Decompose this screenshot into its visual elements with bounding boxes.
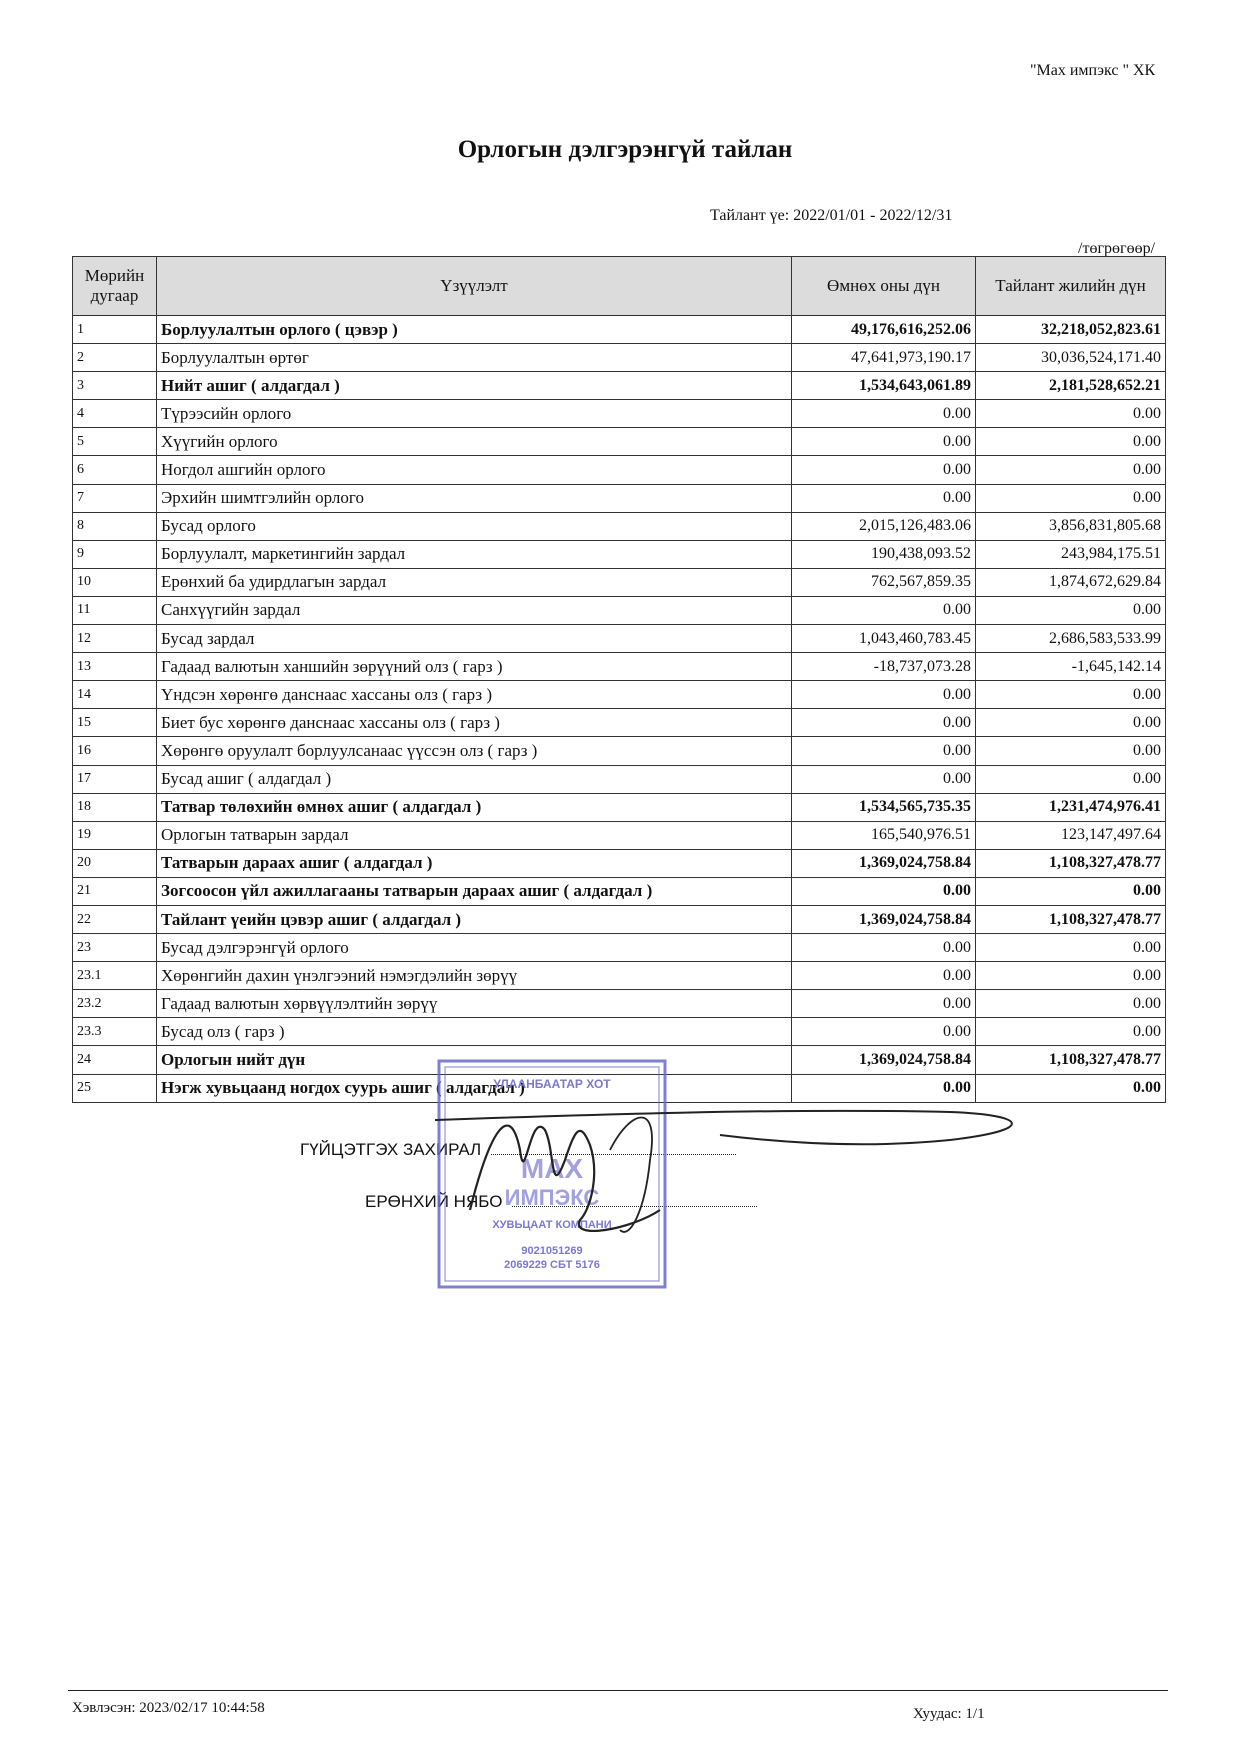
row-number: 20: [73, 849, 157, 877]
table-row: [73, 316, 1166, 344]
row-previous-year-value: 1,369,024,758.84: [792, 849, 976, 877]
row-current-year-value: 32,218,052,823.61: [976, 316, 1166, 344]
row-current-year-value: 30,036,524,171.40: [976, 344, 1166, 372]
row-number: 13: [73, 653, 157, 681]
row-current-year-value: -1,645,142.14: [976, 653, 1166, 681]
row-number: 23.3: [73, 1018, 157, 1046]
row-indicator: Үндсэн хөрөнгө данснаас хассаны олз ( гарз ): [157, 681, 792, 709]
row-previous-year-value: 49,176,616,252.06: [792, 316, 976, 344]
row-number: 21: [73, 877, 157, 905]
table-row: [73, 877, 1166, 905]
row-previous-year-value: 165,540,976.51: [792, 821, 976, 849]
row-indicator: Бусад олз ( гарз ): [157, 1018, 792, 1046]
row-indicator: Борлуулалтын өртөг: [157, 344, 792, 372]
row-previous-year-value: 1,534,565,735.35: [792, 793, 976, 821]
table-row: [73, 1018, 1166, 1046]
table-row: [73, 344, 1166, 372]
row-indicator: Эрхийн шимтгэлийн орлого: [157, 484, 792, 512]
table-row: [73, 512, 1166, 540]
row-indicator: Бусад зардал: [157, 625, 792, 653]
stamp-company-type: ХУВЬЦААТ КОМПАНИ: [492, 1219, 612, 1231]
row-current-year-value: 0.00: [976, 877, 1166, 905]
accountant-label: ЕРӨНХИЙ НЯБО: [365, 1192, 503, 1211]
table-row: [73, 737, 1166, 765]
column-header-number: Мөрийн дугаар: [73, 257, 157, 316]
table-row: [73, 962, 1166, 990]
row-indicator: Орлогын татварын зардал: [157, 821, 792, 849]
printed-timestamp: Хэвлэсэн: 2023/02/17 10:44:58: [72, 1700, 265, 1716]
row-previous-year-value: 1,043,460,783.45: [792, 625, 976, 653]
table-row: [73, 934, 1166, 962]
table-row: [73, 428, 1166, 456]
row-previous-year-value: 0.00: [792, 709, 976, 737]
row-current-year-value: 0.00: [976, 400, 1166, 428]
row-current-year-value: 0.00: [976, 596, 1166, 624]
row-number: 4: [73, 400, 157, 428]
row-number: 24: [73, 1046, 157, 1074]
row-current-year-value: 3,856,831,805.68: [976, 512, 1166, 540]
table-row: [73, 625, 1166, 653]
row-indicator: Орлогын нийт дүн: [157, 1046, 792, 1074]
row-number: 23.1: [73, 962, 157, 990]
row-current-year-value: 1,108,327,478.77: [976, 849, 1166, 877]
page-title: Орлогын дэлгэрэнгүй тайлан: [457, 136, 793, 163]
page-count: Хуудас: 1/1: [913, 1706, 985, 1722]
row-current-year-value: 0.00: [976, 990, 1166, 1018]
row-number: 15: [73, 709, 157, 737]
row-indicator: Борлуулалт, маркетингийн зардал: [157, 540, 792, 568]
row-indicator: Зогсоосон үйл ажиллагааны татварын дараах ашиг ( алдагдал ): [157, 877, 792, 905]
row-indicator: Биет бус хөрөнгө данснаас хассаны олз ( гарз ): [157, 709, 792, 737]
row-current-year-value: 0.00: [976, 484, 1166, 512]
table-row: [73, 849, 1166, 877]
row-previous-year-value: 0.00: [792, 934, 976, 962]
table-row: [73, 400, 1166, 428]
row-indicator: Бусад дэлгэрэнгүй орлого: [157, 934, 792, 962]
row-number: 22: [73, 905, 157, 933]
row-indicator: Борлуулалтын орлого ( цэвэр ): [157, 316, 792, 344]
footer-divider: [68, 1690, 1168, 1691]
row-current-year-value: 0.00: [976, 428, 1166, 456]
row-previous-year-value: 0.00: [792, 400, 976, 428]
table-row: [73, 540, 1166, 568]
row-number: 3: [73, 372, 157, 400]
row-previous-year-value: -18,737,073.28: [792, 653, 976, 681]
row-previous-year-value: 47,641,973,190.17: [792, 344, 976, 372]
director-label: ГҮЙЦЭТГЭХ ЗАХИРАЛ: [300, 1140, 482, 1159]
table-row: [73, 484, 1166, 512]
table-row: [73, 568, 1166, 596]
row-previous-year-value: 0.00: [792, 681, 976, 709]
row-previous-year-value: 190,438,093.52: [792, 540, 976, 568]
row-current-year-value: 243,984,175.51: [976, 540, 1166, 568]
row-previous-year-value: 0.00: [792, 990, 976, 1018]
row-previous-year-value: 1,369,024,758.84: [792, 905, 976, 933]
row-indicator: Нийт ашиг ( алдагдал ): [157, 372, 792, 400]
table-row: [73, 990, 1166, 1018]
row-indicator: Татварын дараах ашиг ( алдагдал ): [157, 849, 792, 877]
row-indicator: Ерөнхий ба удирдлагын зардал: [157, 568, 792, 596]
row-indicator: Гадаад валютын ханшийн зөрүүний олз ( гарз ): [157, 653, 792, 681]
row-current-year-value: 2,686,583,533.99: [976, 625, 1166, 653]
row-number: 6: [73, 456, 157, 484]
row-number: 9: [73, 540, 157, 568]
row-indicator: Санхүүгийн зардал: [157, 596, 792, 624]
row-current-year-value: 0.00: [976, 1074, 1166, 1102]
table-row: [73, 653, 1166, 681]
row-indicator: Хөрөнгийн дахин үнэлгээний нэмэгдэлийн зөрүү: [157, 962, 792, 990]
company-name: "Мах импэкс " ХК: [1030, 62, 1156, 79]
row-number: 23.2: [73, 990, 157, 1018]
table-row: [73, 821, 1166, 849]
row-number: 1: [73, 316, 157, 344]
row-current-year-value: 0.00: [976, 681, 1166, 709]
row-current-year-value: 123,147,497.64: [976, 821, 1166, 849]
row-current-year-value: 0.00: [976, 765, 1166, 793]
row-indicator: Түрээсийн орлого: [157, 400, 792, 428]
row-number: 18: [73, 793, 157, 821]
row-number: 23: [73, 934, 157, 962]
row-indicator: Татвар төлөхийн өмнөх ашиг ( алдагдал ): [157, 793, 792, 821]
row-previous-year-value: 2,015,126,483.06: [792, 512, 976, 540]
table-row: [73, 765, 1166, 793]
stamp-city: УЛААНБААТАР ХОТ: [493, 1077, 611, 1091]
row-indicator: Нэгж хувьцаанд ногдох суурь ашиг ( алдагдал ): [157, 1074, 792, 1102]
row-previous-year-value: 0.00: [792, 765, 976, 793]
row-current-year-value: 0.00: [976, 1018, 1166, 1046]
row-previous-year-value: 0.00: [792, 456, 976, 484]
table-row: [73, 793, 1166, 821]
table-row: [73, 456, 1166, 484]
row-number: 25: [73, 1074, 157, 1102]
row-previous-year-value: 0.00: [792, 428, 976, 456]
row-previous-year-value: 0.00: [792, 962, 976, 990]
row-current-year-value: 0.00: [976, 709, 1166, 737]
row-previous-year-value: 1,369,024,758.84: [792, 1046, 976, 1074]
stamp-reg-1: 9021051269: [521, 1245, 583, 1257]
row-current-year-value: 0.00: [976, 934, 1166, 962]
row-current-year-value: 1,108,327,478.77: [976, 905, 1166, 933]
income-statement-table: [72, 256, 1166, 1103]
row-previous-year-value: 0.00: [792, 737, 976, 765]
row-previous-year-value: 0.00: [792, 596, 976, 624]
stamp-name-1: МАХ: [520, 1153, 584, 1184]
handwritten-signature: [430, 1090, 1050, 1250]
row-current-year-value: 2,181,528,652.21: [976, 372, 1166, 400]
table-header-row: [73, 257, 1166, 316]
table-row: [73, 372, 1166, 400]
row-number: 7: [73, 484, 157, 512]
table-row: [73, 905, 1166, 933]
row-indicator: Бусад ашиг ( алдагдал ): [157, 765, 792, 793]
row-number: 12: [73, 625, 157, 653]
column-header-previous-year: Өмнөх оны дүн: [792, 257, 976, 316]
row-number: 2: [73, 344, 157, 372]
row-indicator: Хүүгийн орлого: [157, 428, 792, 456]
row-current-year-value: 1,231,474,976.41: [976, 793, 1166, 821]
row-number: 17: [73, 765, 157, 793]
row-indicator: Бусад орлого: [157, 512, 792, 540]
row-current-year-value: 0.00: [976, 737, 1166, 765]
stamp-reg-2: 2069229 СБТ 5176: [504, 1259, 600, 1271]
row-previous-year-value: 762,567,859.35: [792, 568, 976, 596]
row-number: 8: [73, 512, 157, 540]
row-current-year-value: 0.00: [976, 456, 1166, 484]
row-indicator: Гадаад валютын хөрвүүлэлтийн зөрүү: [157, 990, 792, 1018]
currency-unit: /төгрөгөөр/: [1078, 240, 1156, 257]
row-previous-year-value: 0.00: [792, 1018, 976, 1046]
row-indicator: Хөрөнгө оруулалт борлуулсанаас үүссэн олз ( гарз ): [157, 737, 792, 765]
row-number: 5: [73, 428, 157, 456]
row-indicator: Тайлант үеийн цэвэр ашиг ( алдагдал ): [157, 905, 792, 933]
row-current-year-value: 1,874,672,629.84: [976, 568, 1166, 596]
row-indicator: Ногдол ашгийн орлого: [157, 456, 792, 484]
report-period: Тайлант үе: 2022/01/01 - 2022/12/31: [710, 207, 953, 224]
row-number: 11: [73, 596, 157, 624]
row-previous-year-value: 1,534,643,061.89: [792, 372, 976, 400]
table-row: [73, 709, 1166, 737]
column-header-current-year: Тайлант жилийн дүн: [976, 257, 1166, 316]
row-number: 16: [73, 737, 157, 765]
row-previous-year-value: 0.00: [792, 1074, 976, 1102]
row-current-year-value: 0.00: [976, 962, 1166, 990]
row-number: 19: [73, 821, 157, 849]
table-row: [73, 681, 1166, 709]
table-row: [73, 596, 1166, 624]
row-number: 14: [73, 681, 157, 709]
row-number: 10: [73, 568, 157, 596]
column-header-indicator: Үзүүлэлт: [157, 257, 792, 316]
row-previous-year-value: 0.00: [792, 877, 976, 905]
row-previous-year-value: 0.00: [792, 484, 976, 512]
stamp-name-2: ИМПЭКС: [504, 1185, 600, 1210]
row-current-year-value: 1,108,327,478.77: [976, 1046, 1166, 1074]
